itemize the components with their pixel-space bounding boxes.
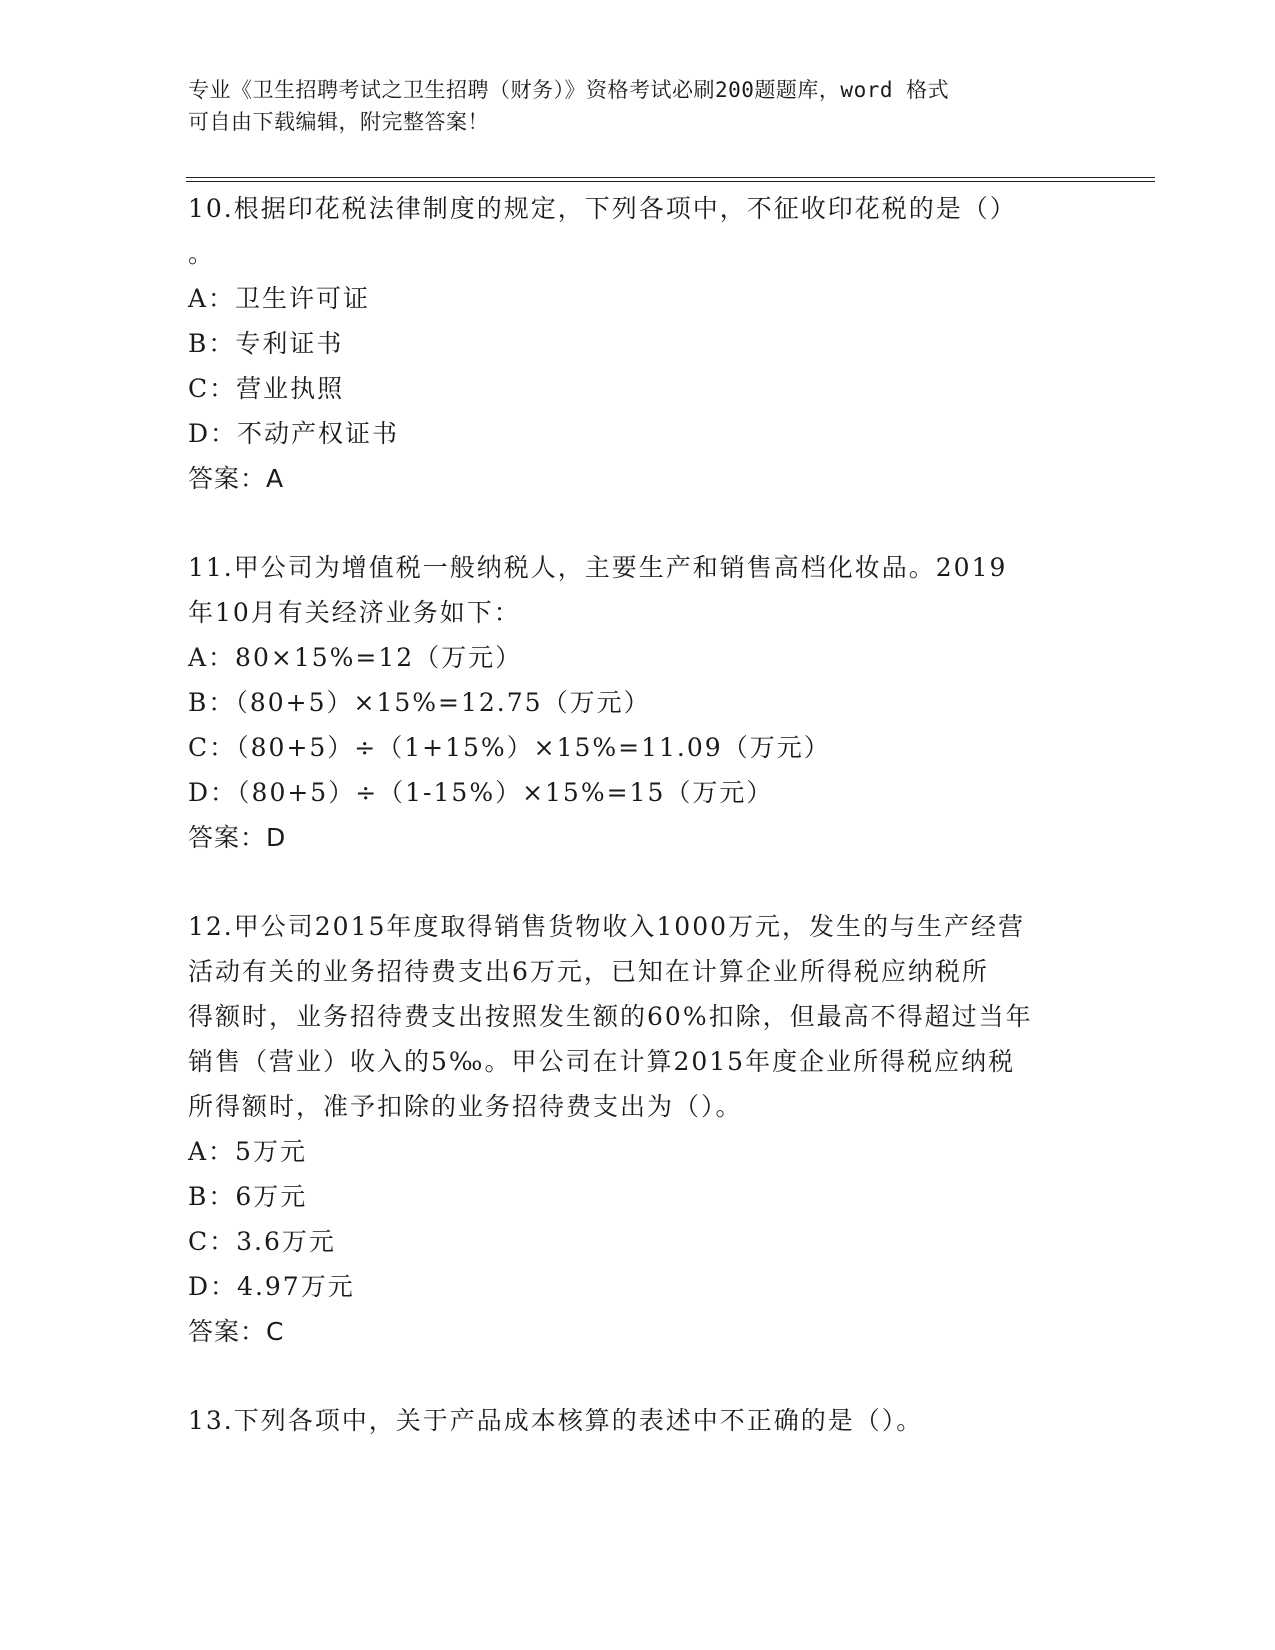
question-stem-line: 10.根据印花税法律制度的规定，下列各项中，不征收印花税的是（） [188, 194, 1017, 223]
answer-option: D：不动产权证书 [188, 419, 400, 448]
question-stem-line: 13.下列各项中，关于产品成本核算的表述中不正确的是（）。 [188, 1406, 924, 1435]
question-block [188, 186, 1088, 501]
answer-option: A：5万元 [188, 1137, 307, 1166]
question-stem-line: 。 [188, 239, 216, 268]
question-block [188, 545, 1088, 860]
question-block [188, 1398, 1088, 1443]
answer-option: D：4.97万元 [188, 1272, 355, 1301]
question-stem-line: 12.甲公司2015年度取得销售货物收入1000万元，发生的与生产经营 [188, 912, 1026, 941]
answer-key: 答案：D [188, 823, 287, 852]
answer-option: C：（80+5）÷（1+15%）×15%=11.09（万元） [188, 733, 831, 762]
question-block [188, 904, 1088, 1354]
question-stem-line: 得额时，业务招待费支出按照发生额的60%扣除，但最高不得超过当年 [188, 1002, 1033, 1031]
answer-key: 答案：C [188, 1317, 285, 1346]
answer-option: A：80×15%=12（万元） [188, 643, 523, 672]
answer-option: A：卫生许可证 [188, 284, 371, 313]
answer-option: B：6万元 [188, 1182, 308, 1211]
answer-key: 答案：A [188, 464, 285, 493]
answer-option: C：3.6万元 [188, 1227, 336, 1256]
question-list [188, 186, 1088, 1487]
question-stem-line: 所得额时，准予扣除的业务招待费支出为（）。 [188, 1092, 743, 1121]
answer-option: B：（80+5）×15%=12.75（万元） [188, 688, 651, 717]
header-line-2: 可自由下载编辑，附完整答案！ [188, 110, 489, 134]
header-line-1: 专业《卫生招聘考试之卫生招聘（财务）》资格考试必刷200题题库，word 格式 [188, 78, 950, 102]
answer-option: B：专利证书 [188, 329, 344, 358]
answer-option: D：（80+5）÷（1-15%）×15%=15（万元） [188, 778, 774, 807]
header-rule-bottom [186, 181, 1155, 182]
question-stem-line: 活动有关的业务招待费支出6万元，已知在计算企业所得税应纳税所 [188, 957, 989, 986]
document-header [188, 74, 1068, 138]
answer-option: C：营业执照 [188, 374, 345, 403]
question-stem-line: 年10月有关经济业务如下： [188, 598, 521, 627]
header-rule-top [186, 177, 1155, 178]
question-stem-line: 11.甲公司为增值税一般纳税人，主要生产和销售高档化妆品。2019 [188, 553, 1008, 582]
question-stem-line: 销售（营业）收入的5‰。甲公司在计算2015年度企业所得税应纳税 [188, 1047, 1016, 1076]
